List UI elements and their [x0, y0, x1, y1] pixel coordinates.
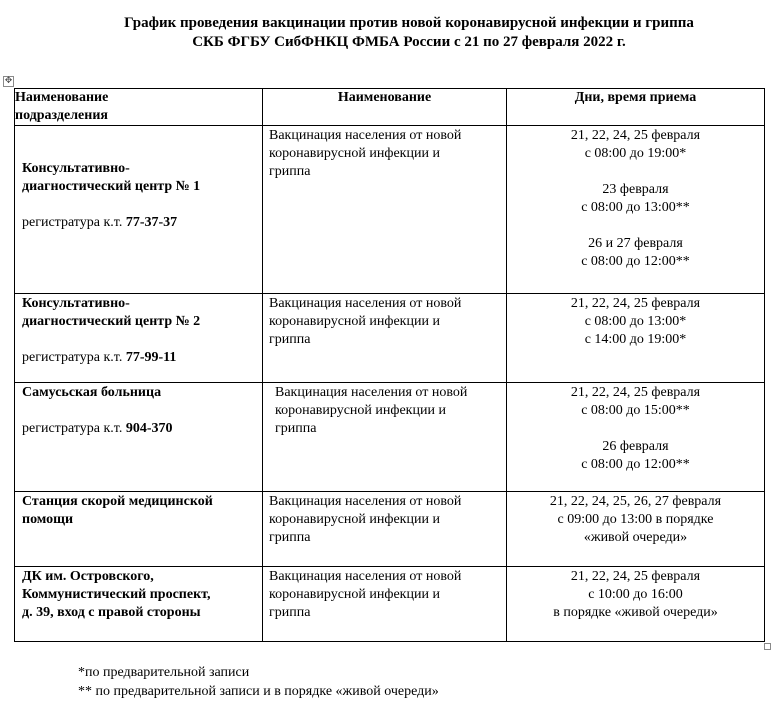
- service-cell: Вакцинация населения от новой коронавирусной инфекции и гриппа: [263, 567, 507, 642]
- table-resize-handle-icon[interactable]: [764, 643, 771, 650]
- title-line-2: СКБ ФГБУ СибФНКЦ ФМБА России с 21 по 27 февраля 2022 г.: [192, 34, 626, 50]
- table-row: [15, 383, 765, 492]
- schedule-cell: 21, 22, 24, 25 февраля с 10:00 до 16:00 в порядке «живой очереди»: [507, 567, 765, 642]
- table-header-row: [15, 89, 765, 126]
- service-cell: Вакцинация населения от новой коронавирусной инфекции и гриппа: [263, 294, 507, 383]
- header-department: Наименование подразделения: [15, 89, 263, 126]
- table-row: [15, 294, 765, 383]
- table-row: [15, 567, 765, 642]
- schedule-cell: 21, 22, 24, 25 февраля с 08:00 до 13:00* с 14:00 до 19:00*: [507, 294, 765, 383]
- registry-phone: регистратура к.т. 77-37-37: [22, 215, 178, 230]
- department-cell: [15, 567, 263, 642]
- service-cell: Вакцинация населения от новой коронавирусной инфекции и гриппа: [263, 126, 507, 294]
- department-cell: [15, 126, 263, 294]
- table-move-handle-icon[interactable]: ✥: [4, 76, 13, 86]
- title-line-1: График проведения вакцинации против новой коронавирусной инфекции и гриппа: [124, 15, 694, 31]
- service-cell: Вакцинация населения от новой коронавирусной инфекции и гриппа: [263, 383, 507, 492]
- header-schedule: Дни, время приема: [507, 89, 765, 126]
- vaccination-schedule-table: [14, 88, 765, 642]
- department-name: Самусьская больница: [22, 385, 162, 400]
- department-name: Станция скорой медицинской помощи: [22, 494, 213, 527]
- registry-phone: регистратура к.т. 77-99-11: [22, 350, 177, 365]
- footnote-pre-registration-and-queue: ** по предварительной записи и в порядке «живой очереди»: [78, 684, 439, 699]
- header-service: Наименование: [263, 89, 507, 126]
- schedule-cell: 21, 22, 24, 25, 26, 27 февраля с 09:00 до 13:00 в порядке «живой очереди»: [507, 492, 765, 567]
- footnote-pre-registration: *по предварительной записи: [78, 665, 250, 680]
- table-row: [15, 126, 765, 294]
- department-name: ДК им. Островского, Коммунистический проспект, д. 39, вход с правой стороны: [22, 569, 211, 620]
- department-cell: [15, 294, 263, 383]
- department-name: Консультативно- диагностический центр № 1: [22, 161, 201, 194]
- service-cell: Вакцинация населения от новой коронавирусной инфекции и гриппа: [263, 492, 507, 567]
- table-row: [15, 492, 765, 567]
- department-cell: [15, 383, 263, 492]
- schedule-cell: 21, 22, 24, 25 февраля с 08:00 до 19:00* 23 февраля с 08:00 до 13:00** 26 и 27 февраля с 08:00 до 12:00**: [507, 126, 765, 294]
- department-cell: [15, 492, 263, 567]
- registry-phone: регистратура к.т. 904-370: [22, 421, 173, 436]
- schedule-cell: 21, 22, 24, 25 февраля с 08:00 до 15:00** 26 февраля с 08:00 до 12:00**: [507, 383, 765, 492]
- department-name: Консультативно- диагностический центр № 2: [22, 296, 201, 329]
